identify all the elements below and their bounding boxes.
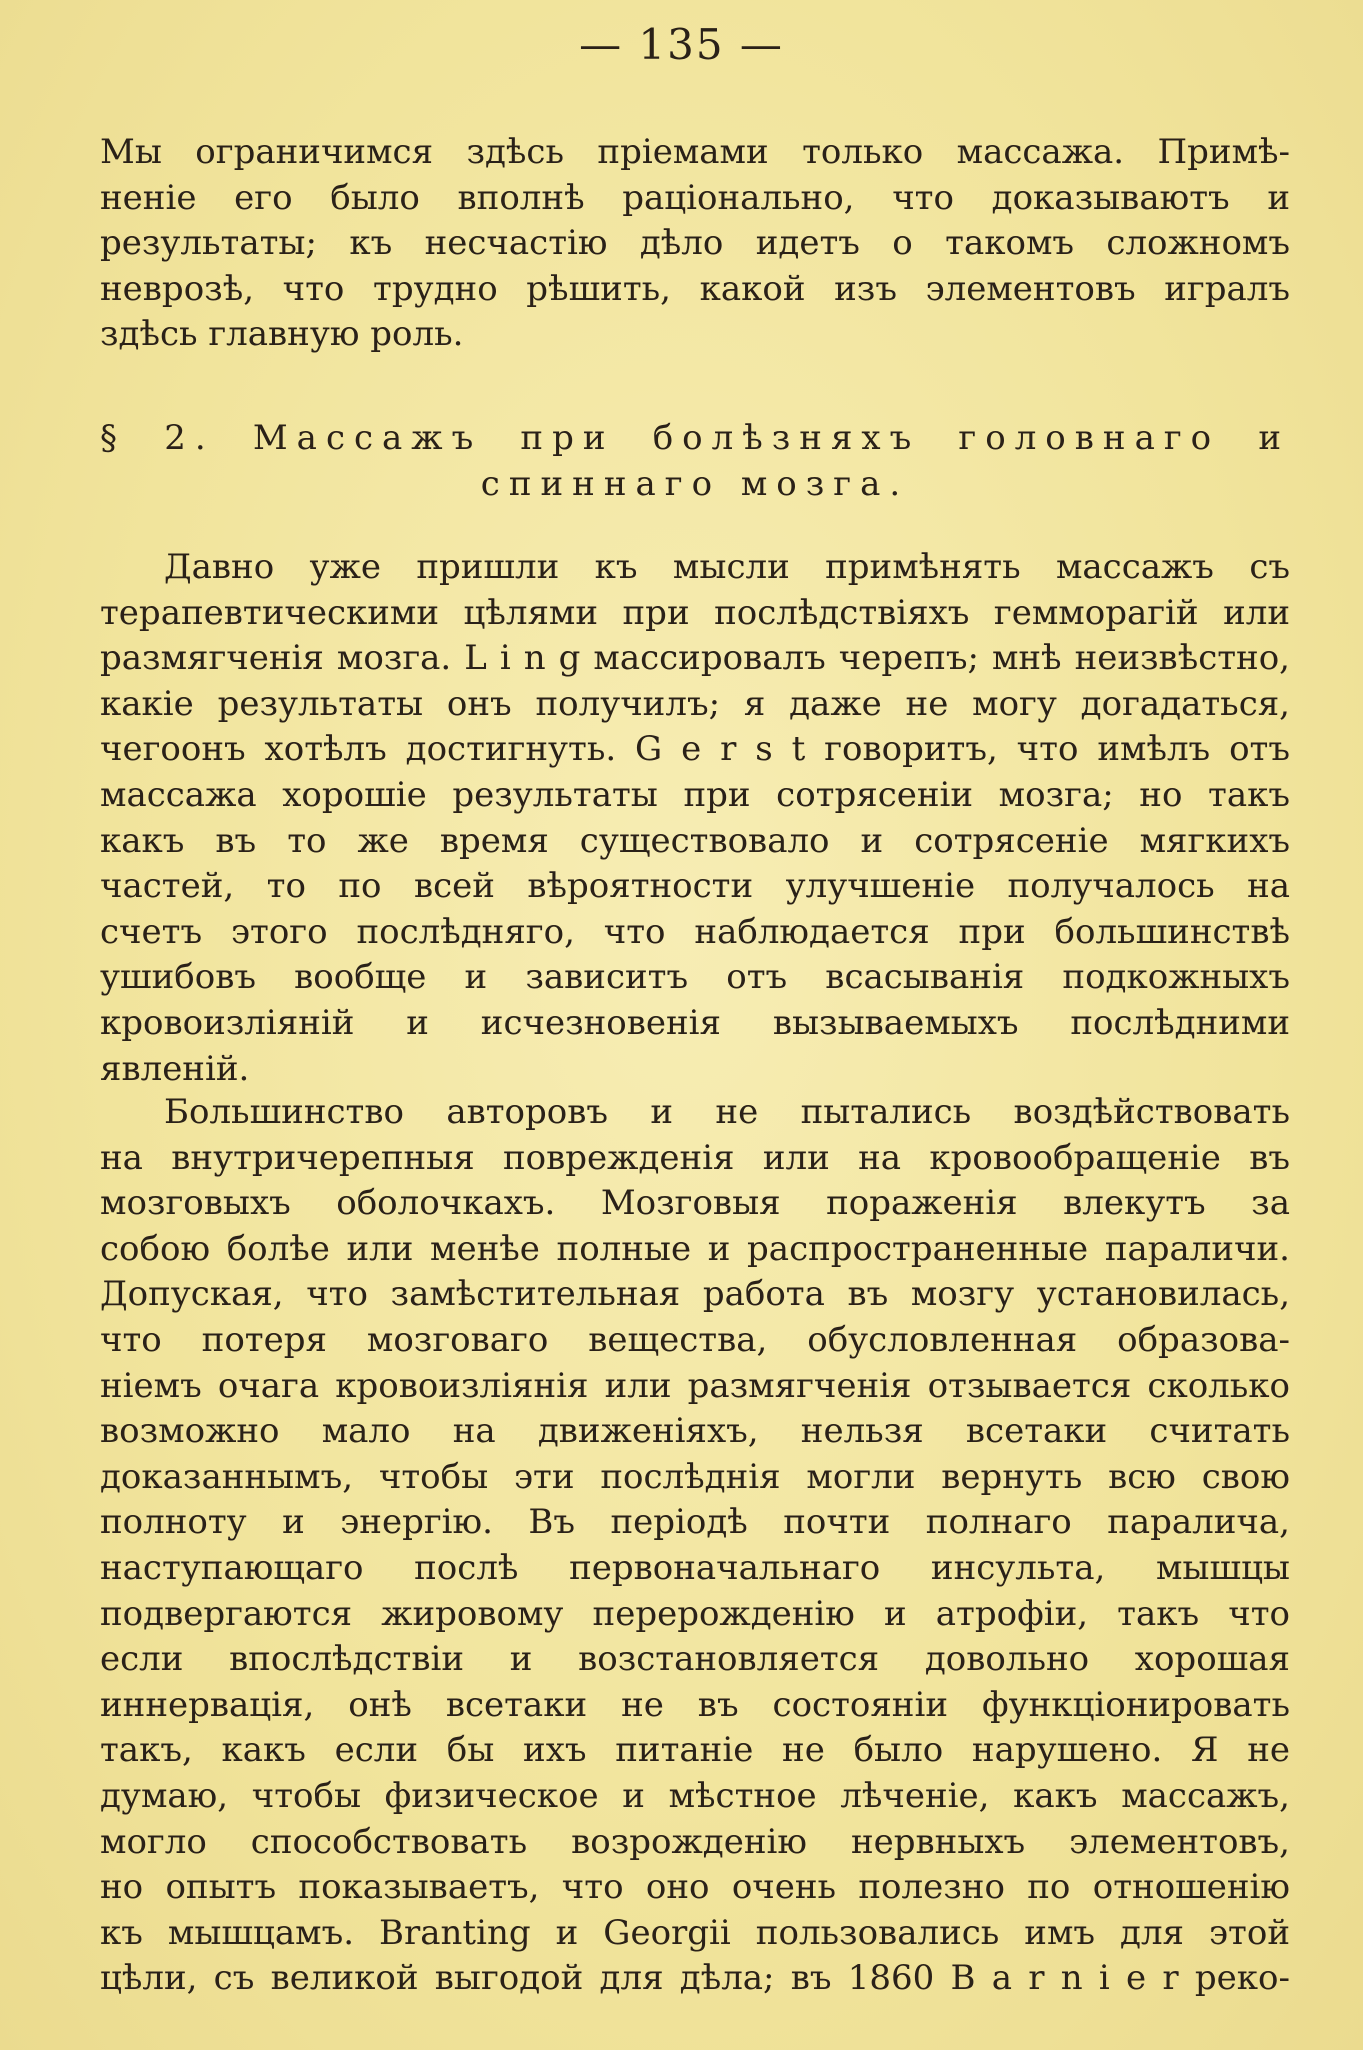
text-line: ушибовъ вообще и зависитъ отъ всасыванія подкожныхъ — [100, 957, 1290, 998]
text-line: счетъ этого послѣдняго, что наблюдается при большинствѣ — [100, 911, 1290, 952]
text-line: полноту и энергію. Въ періодѣ почти полнаго паралича, — [100, 1502, 1290, 1543]
text-line: на внутричерепныя поврежденія или на кровообращеніе въ — [100, 1137, 1290, 1178]
text-line: къ мышцамъ. Branting и Georgii пользовались имъ для этой — [100, 1912, 1290, 1953]
text-line: что потеря мозговаго вещества, обусловленная образова- — [100, 1319, 1290, 1360]
text-line: ніемъ очага кровоизліянія или размягченія отзывается сколько — [100, 1365, 1290, 1406]
text-line: массажа хорошіе результаты при сотрясеніи мозга; но такъ — [100, 774, 1290, 815]
text-line: Большинство авторовъ и не пытались воздѣйствовать — [164, 1092, 1290, 1132]
text-line: Допуская, что замѣстительная работа въ мозгу установилась, — [100, 1274, 1290, 1315]
text-line: такъ, какъ если бы ихъ питаніе не было нарушено. Я не — [100, 1730, 1290, 1771]
text-line: Давно уже пришли къ мысли примѣнять массажъ съ — [164, 547, 1290, 587]
text-line: терапевтическими цѣлями при послѣдствіяхъ гемморагій или — [100, 592, 1290, 633]
text-line: доказаннымъ, чтобы эти послѣднія могли вернуть всю свою — [100, 1456, 1290, 1497]
text-line: подвергаются жировому перерожденію и атрофіи, такъ что — [100, 1593, 1290, 1634]
text-line: Мы ограничимся здѣсь пріемами только массажа. Примѣ- — [100, 132, 1290, 172]
paragraph-2 — [100, 545, 1290, 1092]
text-line: если впослѣдствіи и возстановляется довольно хорошая — [100, 1639, 1290, 1680]
text-line: наступающаго послѣ первоначальнаго инсульта, мышцы — [100, 1547, 1290, 1588]
text-line: собою болѣе или менѣе полные и распространенные параличи. — [100, 1228, 1290, 1269]
text-line: результаты; къ несчастію дѣло идетъ о такомъ сложномъ — [100, 223, 1290, 264]
text-line: частей, то по всей вѣроятности улучшеніе получалось на — [100, 866, 1290, 907]
text-line: неніе его было вполнѣ раціонально, что доказываютъ и — [100, 177, 1290, 218]
text-line: возможно мало на движеніяхъ, нельзя всетаки считать — [100, 1411, 1290, 1452]
text-line: чегоонъ хотѣлъ достигнуть. G e r s t говоритъ, что имѣлъ отъ — [100, 729, 1290, 770]
text-line: думаю, чтобы физическое и мѣстное лѣченіе, какъ массажъ, — [100, 1775, 1290, 1816]
text-line: здѣсь главную роль. — [100, 314, 464, 355]
text-line: иннервація, онѣ всетаки не въ состояніи функціонировать — [100, 1684, 1290, 1725]
text-line: какіе результаты онъ получилъ; я даже не могу догадаться, — [100, 683, 1290, 724]
text-line: какъ въ то же время существовало и сотрясеніе мягкихъ — [100, 820, 1290, 861]
text-line: размягченія мозга. L i n g массировалъ черепъ; мнѣ неизвѣстно, — [100, 638, 1290, 679]
text-line: но опытъ показываетъ, что оно очень полезно по отношенію — [100, 1867, 1290, 1908]
text-line: кровоизліяній и исчезновенія вызываемыхъ послѣдними — [100, 1002, 1290, 1043]
text-line: неврозѣ, что трудно рѣшить, какой изъ элементовъ игралъ — [100, 268, 1290, 309]
page-number: — 135 — — [579, 20, 784, 69]
section-heading — [100, 415, 1290, 507]
text-line: мозговыхъ оболочкахъ. Мозговыя пораженія влекутъ за — [100, 1183, 1290, 1224]
paragraph-1 — [100, 130, 1290, 358]
text-line: могло способствовать возрожденію нервныхъ элементовъ, — [100, 1821, 1290, 1862]
text-line: цѣли, съ великой выгодой для дѣла; въ 1860 B a r n i e r реко- — [100, 1958, 1290, 1999]
section-heading-line-2: спиннаго мозга. — [480, 464, 910, 504]
text-line: явленій. — [100, 1048, 250, 1089]
section-heading-line-1: § 2. Массажъ при болѣзняхъ головнаго и — [100, 418, 1290, 458]
paragraph-3 — [100, 1090, 1290, 2002]
